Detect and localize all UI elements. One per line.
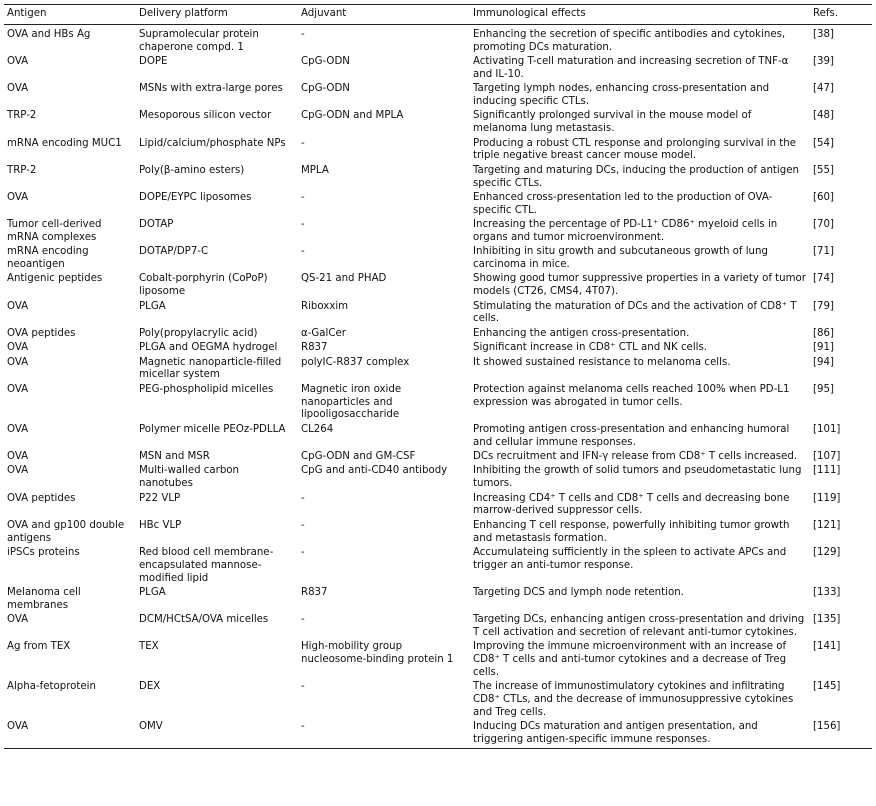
adjuvant-cell: Magnetic iron oxide nanoparticles and lipooligosaccharide — [301, 383, 402, 421]
table-row — [4, 450, 872, 464]
adjuvant-cell: - — [301, 681, 305, 693]
table-container — [4, 4, 872, 749]
adjuvant-cell: - — [301, 721, 305, 733]
adjuvant-cell: - — [301, 28, 305, 40]
effects-cell: Stimulating the maturation of DCs and the activation of CD8⁺ T cells. — [473, 300, 797, 325]
refs-cell: [86] — [813, 327, 834, 339]
adjuvant-cell: - — [301, 546, 305, 558]
adjuvant-cell: CpG-ODN — [301, 55, 350, 67]
table-row — [4, 586, 872, 613]
header-row — [4, 5, 872, 25]
delivery-platform-cell: PLGA and OEGMA hydrogel — [139, 342, 278, 354]
delivery-platform-cell: Lipid/calcium/phosphate NPs — [139, 137, 286, 149]
header-delivery-platform: Delivery platform — [139, 8, 228, 19]
delivery-platform-cell: P22 VLP — [139, 492, 181, 504]
delivery-platform-cell: Supramolecular protein chaperone compd. 1 — [139, 28, 259, 53]
antigen-cell: OVA and gp100 double antigens — [7, 519, 125, 544]
table-row — [4, 246, 872, 273]
delivery-platform-cell: Cobalt-porphyrin (CoPoP) liposome — [139, 273, 268, 298]
adjuvant-cell: - — [301, 492, 305, 504]
effects-cell: Significant increase in CD8⁺ CTL and NK cells. — [473, 342, 708, 354]
table-row — [4, 191, 872, 218]
delivery-platform-cell: PLGA — [139, 586, 166, 598]
refs-cell: [48] — [813, 110, 834, 122]
adjuvant-cell: - — [301, 137, 305, 149]
refs-cell: [60] — [813, 191, 834, 203]
refs-cell: [79] — [813, 300, 834, 312]
antigen-cell: mRNA encoding neoantigen — [7, 246, 89, 271]
adjuvant-cell: Riboxxim — [301, 300, 349, 312]
antigen-cell: mRNA encoding MUC1 — [7, 137, 122, 149]
table-row — [4, 82, 872, 109]
adjuvant-cell: CpG-ODN and GM-CSF — [301, 451, 416, 462]
effects-cell: Producing a robust CTL response and prolonging survival in the triple negative breast cancer mouse model. — [473, 137, 797, 162]
effects-cell: Inducing DCs maturation and antigen presentation, and triggering antigen-specific immune responses. — [473, 721, 758, 746]
effects-cell: Enhancing the secretion of specific antibodies and cytokines, promoting DCs maturation. — [473, 28, 786, 53]
adjuvant-cell: - — [301, 219, 305, 231]
effects-cell: Enhancing the antigen cross-presentation. — [473, 327, 690, 339]
table-row — [4, 55, 872, 82]
refs-cell: [141] — [813, 641, 841, 653]
refs-cell: [71] — [813, 246, 834, 258]
effects-cell: Targeting DCs, enhancing antigen cross-presentation and driving T cell activation and secretion of relevant anti-tumor cytokines. — [473, 614, 805, 638]
table-body — [4, 24, 872, 748]
adjuvant-cell: CpG-ODN — [301, 83, 350, 95]
adjuvant-cell: - — [301, 519, 305, 531]
refs-cell: [145] — [813, 681, 841, 693]
antigen-cell: OVA — [7, 300, 29, 312]
antigen-cell: Antigenic peptides — [7, 273, 103, 285]
table-row — [4, 465, 872, 492]
effects-cell: Protection against melanoma cells reached 100% when PD-L1 expression was abrogated in tumor cells. — [473, 383, 790, 408]
refs-cell: [54] — [813, 137, 834, 149]
adjuvant-cell: QS-21 and PHAD — [301, 273, 387, 285]
refs-cell: [39] — [813, 55, 834, 67]
effects-cell: Promoting antigen cross-presentation and enhancing humoral and cellular immune responses. — [473, 423, 790, 448]
delivery-platform-cell: MSN and MSR — [139, 451, 210, 462]
header-refs: Refs. — [813, 8, 839, 19]
delivery-platform-cell: OMV — [139, 721, 163, 733]
effects-cell: Inhibiting the growth of solid tumors and pseudometastatic lung tumors. — [473, 465, 802, 490]
refs-cell: [119] — [813, 492, 841, 504]
table-row — [4, 546, 872, 586]
table-row — [4, 720, 872, 748]
delivery-platform-cell: Mesoporous silicon vector — [139, 110, 272, 122]
refs-cell: [133] — [813, 586, 841, 598]
antigen-cell: iPSCs proteins — [7, 546, 80, 558]
antigen-cell: TRP-2 — [7, 110, 37, 122]
adjuvant-cell: - — [301, 191, 305, 203]
antigen-cell: TRP-2 — [7, 164, 37, 176]
table-row — [4, 519, 872, 546]
delivery-platform-cell: DOPE/EYPC liposomes — [139, 191, 252, 203]
delivery-platform-cell: PLGA — [139, 300, 166, 312]
refs-cell: [121] — [813, 519, 841, 531]
refs-cell: [55] — [813, 164, 834, 176]
table-row — [4, 24, 872, 55]
delivery-platform-cell: DOPE — [139, 55, 168, 67]
delivery-platform-cell: Poly(β-amino esters) — [139, 164, 245, 176]
delivery-platform-cell: TEX — [139, 641, 159, 653]
adjuvant-cell: α-GalCer — [301, 327, 346, 339]
effects-cell: Enhanced cross-presentation led to the production of OVA-specific CTL. — [473, 191, 773, 216]
antigen-cell: OVA — [7, 465, 29, 477]
antigen-delivery-table — [4, 4, 872, 749]
table-row — [4, 137, 872, 164]
antigen-cell: Alpha-fetoprotein — [7, 681, 96, 693]
adjuvant-cell: CpG and anti-CD40 antibody — [301, 465, 448, 477]
delivery-platform-cell: Poly(propylacrylic acid) — [139, 327, 258, 339]
effects-cell: Targeting DCS and lymph node retention. — [473, 586, 684, 598]
delivery-platform-cell: Polymer micelle PEOz-PDLLA — [139, 423, 286, 435]
effects-cell: Enhancing T cell response, powerfully inhibiting tumor growth and metastasis formation. — [473, 519, 790, 544]
antigen-cell: OVA — [7, 721, 29, 733]
table-header — [4, 5, 872, 25]
antigen-cell: OVA peptides — [7, 327, 76, 339]
table-row — [4, 341, 872, 355]
delivery-platform-cell: DEX — [139, 681, 161, 693]
header-adjuvant: Adjuvant — [301, 8, 347, 19]
delivery-platform-cell: Red blood cell membrane-encapsulated mannose-modified lipid — [139, 546, 274, 584]
delivery-platform-cell: DOTAP/DP7-C — [139, 246, 209, 258]
refs-cell: [94] — [813, 356, 834, 368]
adjuvant-cell: R837 — [301, 342, 328, 354]
effects-cell: It showed sustained resistance to melanoma cells. — [473, 356, 731, 368]
effects-cell: DCs recruitment and IFN-γ release from CD8⁺ T cells increased. — [473, 451, 798, 462]
table-row — [4, 681, 872, 721]
refs-cell: [47] — [813, 83, 834, 95]
refs-cell: [95] — [813, 383, 834, 395]
refs-cell: [74] — [813, 273, 834, 285]
effects-cell: Showing good tumor suppressive properties in a variety of tumor models (CT26, CMS4, 4T07). — [473, 273, 806, 298]
delivery-platform-cell: HBc VLP — [139, 519, 182, 531]
delivery-platform-cell: PEG-phospholipid micelles — [139, 383, 274, 395]
antigen-cell: OVA — [7, 383, 29, 395]
table-row — [4, 110, 872, 137]
effects-cell: Increasing the percentage of PD-L1⁺ CD86⁺ myeloid cells in organs and tumor microenvironment. — [473, 219, 778, 243]
antigen-cell: OVA — [7, 356, 29, 368]
adjuvant-cell: polyIC-R837 complex — [301, 356, 410, 368]
antigen-cell: OVA — [7, 83, 29, 95]
effects-cell: Inhibiting in situ growth and subcutaneous growth of lung carcinoma in mice. — [473, 246, 768, 271]
adjuvant-cell: MPLA — [301, 164, 329, 176]
table-row — [4, 641, 872, 681]
antigen-cell: OVA peptides — [7, 492, 76, 504]
table-row — [4, 613, 872, 640]
refs-cell: [135] — [813, 614, 841, 626]
refs-cell: [38] — [813, 28, 834, 40]
effects-cell: The increase of immunostimulatory cytokines and infiltrating CD8⁺ CTLs, and the decrease of immunosuppressive cytokines and Treg cells. — [473, 681, 794, 718]
refs-cell: [107] — [813, 451, 841, 462]
table-row — [4, 300, 872, 327]
adjuvant-cell: - — [301, 246, 305, 258]
antigen-cell: OVA — [7, 55, 29, 67]
effects-cell: Improving the immune microenvironment with an increase of CD8⁺ T cells and anti-tumor cytokines and a decrease of Treg cells. — [473, 641, 787, 678]
antigen-cell: OVA — [7, 191, 29, 203]
effects-cell: Targeting lymph nodes, enhancing cross-presentation and inducing specific CTLs. — [473, 83, 770, 107]
delivery-platform-cell: DOTAP — [139, 219, 174, 231]
refs-cell: [70] — [813, 219, 834, 231]
effects-cell: Accumulateing sufficiently in the spleen to activate APCs and trigger an anti-tumor response. — [473, 546, 787, 571]
antigen-cell: OVA — [7, 451, 29, 462]
antigen-cell: OVA — [7, 342, 29, 354]
antigen-cell: OVA — [7, 423, 29, 435]
delivery-platform-cell: DCM/HCtSA/OVA micelles — [139, 614, 269, 626]
header-antigen: Antigen — [7, 8, 47, 19]
adjuvant-cell: High-mobility group nucleosome-binding protein 1 — [301, 641, 454, 666]
delivery-platform-cell: Magnetic nanoparticle-filled micellar system — [139, 356, 282, 381]
refs-cell: [156] — [813, 721, 841, 733]
table-row — [4, 218, 872, 245]
refs-cell: [91] — [813, 342, 834, 354]
delivery-platform-cell: MSNs with extra-large pores — [139, 83, 283, 95]
antigen-cell: OVA — [7, 614, 29, 626]
effects-cell: Increasing CD4⁺ T cells and CD8⁺ T cells and decreasing bone marrow-derived suppressor cells. — [473, 492, 790, 517]
refs-cell: [101] — [813, 423, 841, 435]
header-immunological-effects: Immunological effects — [473, 8, 586, 19]
table-row — [4, 164, 872, 191]
antigen-cell: Tumor cell-derived mRNA complexes — [7, 219, 102, 243]
adjuvant-cell: CpG-ODN and MPLA — [301, 110, 404, 122]
adjuvant-cell: - — [301, 614, 305, 626]
table-row — [4, 492, 872, 519]
effects-cell: Targeting and maturing DCs, inducing the production of antigen specific CTLs. — [473, 164, 799, 189]
effects-cell: Significantly prolonged survival in the mouse model of melanoma lung metastasis. — [473, 110, 752, 135]
table-row — [4, 356, 872, 383]
table-row — [4, 423, 872, 450]
antigen-cell: Melanoma cell membranes — [7, 586, 81, 611]
adjuvant-cell: CL264 — [301, 423, 334, 435]
antigen-cell: Ag from TEX — [7, 641, 71, 653]
delivery-platform-cell: Multi-walled carbon nanotubes — [139, 465, 239, 490]
table-row — [4, 327, 872, 341]
effects-cell: Activating T-cell maturation and increasing secretion of TNF-α and IL-10. — [473, 55, 789, 80]
table-row — [4, 273, 872, 300]
refs-cell: [111] — [813, 465, 841, 477]
refs-cell: [129] — [813, 546, 841, 558]
adjuvant-cell: R837 — [301, 586, 328, 598]
table-row — [4, 383, 872, 423]
antigen-cell: OVA and HBs Ag — [7, 28, 91, 40]
